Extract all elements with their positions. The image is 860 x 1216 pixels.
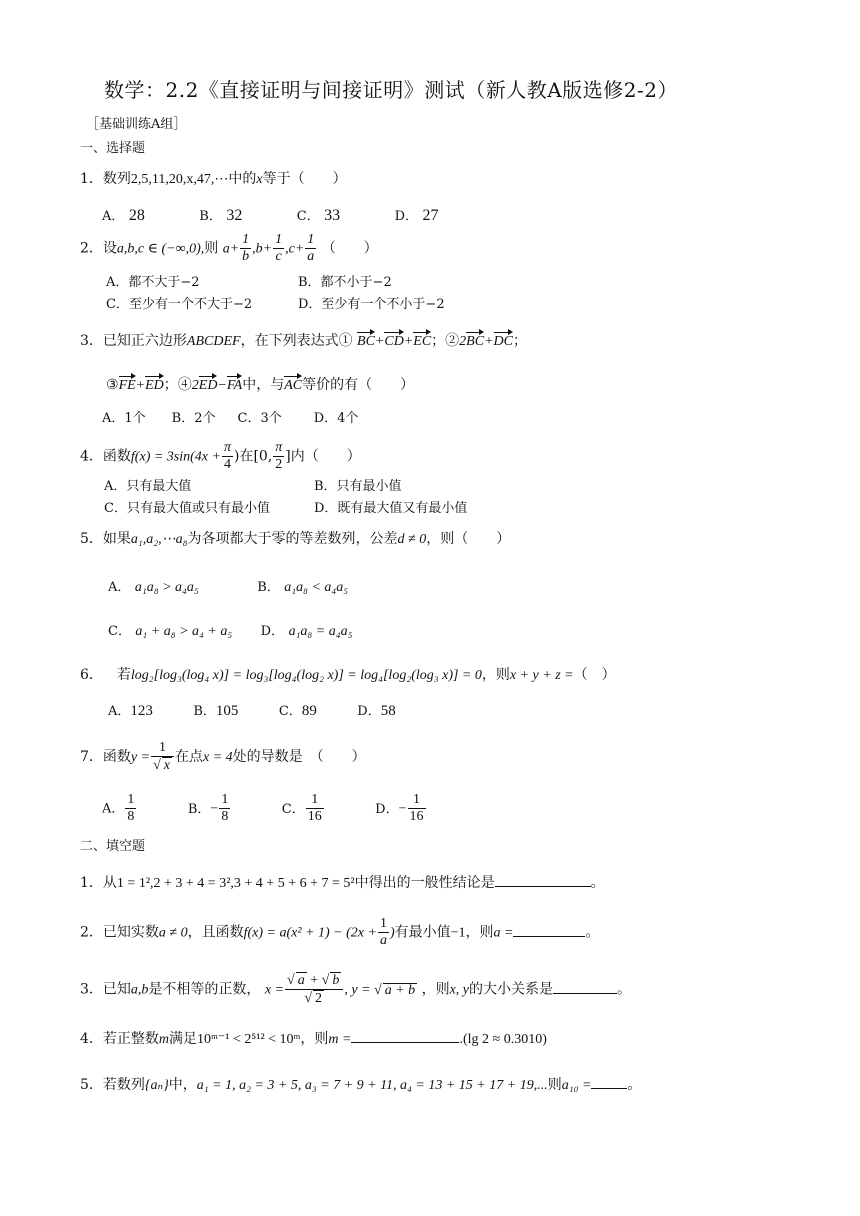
q5-options-cd: C． a₁ + a₈ > a₄ + a₅ D． a₁a₈ = a₄a₅ — [108, 624, 353, 639]
sequence: 2,5,11,20,x,47,⋯ — [130, 172, 229, 187]
group-label: ［基础训练A组］ — [86, 117, 187, 132]
section-fill: 二、填空题 — [80, 839, 146, 854]
question-7: 7．函数y = $\frac{1}{√ x}$ 在点x = 4处的导数是 （ ） — [80, 740, 366, 774]
question-5: 5．如果a₁,a₂,⋯a₈为各项都大于零的等差数列，公差d ≠ 0，则（ ） — [80, 531, 511, 547]
question-3-cont: ③FE+ED；④2ED−FA中，与AC等价的有（ ） — [106, 377, 415, 393]
q2-option-a: A．都不大于−2 — [106, 275, 200, 290]
question-6: 6． 若log₂[log₃(log₄ x)] = log₃[log₄(log₂ x)] = log₄[log₂(log₃ x)] = 0，则x + y + z =（ ） — [80, 667, 616, 683]
q2-option-d: D．至少有一个不小于−2 — [298, 297, 445, 312]
q4-option-b: B．只有最小值 — [314, 479, 402, 494]
question-4: 4．函数f(x) = 3sin(4x + $\frac{\pi}{4}$ )在[0, $\frac{\pi}{2}$ ]内（ ） — [80, 440, 361, 473]
q1-options: A． 28 B． 32 C． 33 D． 27 — [102, 207, 439, 224]
q4-option-d: D．既有最大值又有最小值 — [314, 501, 468, 516]
q4-option-a: A．只有最大值 — [104, 479, 192, 494]
answer-blank[interactable] — [513, 924, 585, 937]
q6-options: A．123 B．105 C．89 D．58 — [108, 703, 396, 719]
q2-option-b: B．都不小于−2 — [298, 275, 392, 290]
answer-blank[interactable] — [351, 1030, 459, 1043]
page-title: 数学：2.2《直接证明与间接证明》测试（新人教A版选修2-2） — [104, 78, 678, 102]
fill-5: 5．若数列{aₙ}中，a₁ = 1, a₂ = 3 + 5, a₃ = 7 + 9 + 11, a₄ = 13 + 15 + 17 + 19,...则a₁₀ = 。 — [80, 1077, 642, 1093]
q5-options-ab: A． a₁a₈ > a₄a₅ B． a₁a₈ < a₄a₅ — [108, 580, 349, 595]
answer-blank[interactable] — [591, 1076, 627, 1089]
fill-2: 2．已知实数a ≠ 0，且函数f(x) = a(x² + 1) − (2x + $\frac{1}{a}$ )有最小值−1，则a = 。 — [80, 916, 600, 949]
fill-1: 1．从1 = 1²,2 + 3 + 4 = 3²,3 + 4 + 5 + 6 + 7 = 5²中得出的一般性结论是 。 — [80, 875, 605, 891]
q3-options: A．1个 B．2个 C．3个 D．4个 — [102, 411, 359, 426]
q-number: 1． — [80, 171, 103, 187]
answer-blank[interactable] — [495, 874, 591, 887]
q7-options: A． $\frac{1}{8}$ B．− $\frac{1}{8}$ C． $\frac{1}{16}$ D．− $\frac{1}{16}$ — [102, 792, 424, 825]
answer-blank[interactable] — [553, 981, 617, 994]
question-1: 1．数列2,5,11,20,x,47,⋯中的x等于（ ） — [80, 171, 347, 187]
q2-option-c: C．至少有一个不大于−2 — [106, 297, 253, 312]
question-3: 3．已知正六边形ABCDEF，在下列表达式① BC+CD+EC；②2BC+DC； — [80, 333, 527, 349]
fill-3: 3．已知a,b是不相等的正数， x = $\frac{√ a + √ b}{√ 2}$ , y = √ a + b ，则x, y的大小关系是 。 — [80, 973, 632, 1007]
question-2: 2．设a,b,c ∈ (−∞,0),则 a+ $\frac{1}{b}$ ,b+ $\frac{1}{c}$ ,c+ $\frac{1}{a}$ （ ） — [80, 232, 378, 265]
fill-4: 4．若正整数m满足10ᵐ⁻¹ < 2⁵¹² < 10ᵐ，则m = .(lg 2 ≈ 0.3010) — [80, 1031, 547, 1047]
q4-option-c: C．只有最大值或只有最小值 — [104, 501, 270, 516]
section-choice: 一、选择题 — [80, 141, 146, 156]
